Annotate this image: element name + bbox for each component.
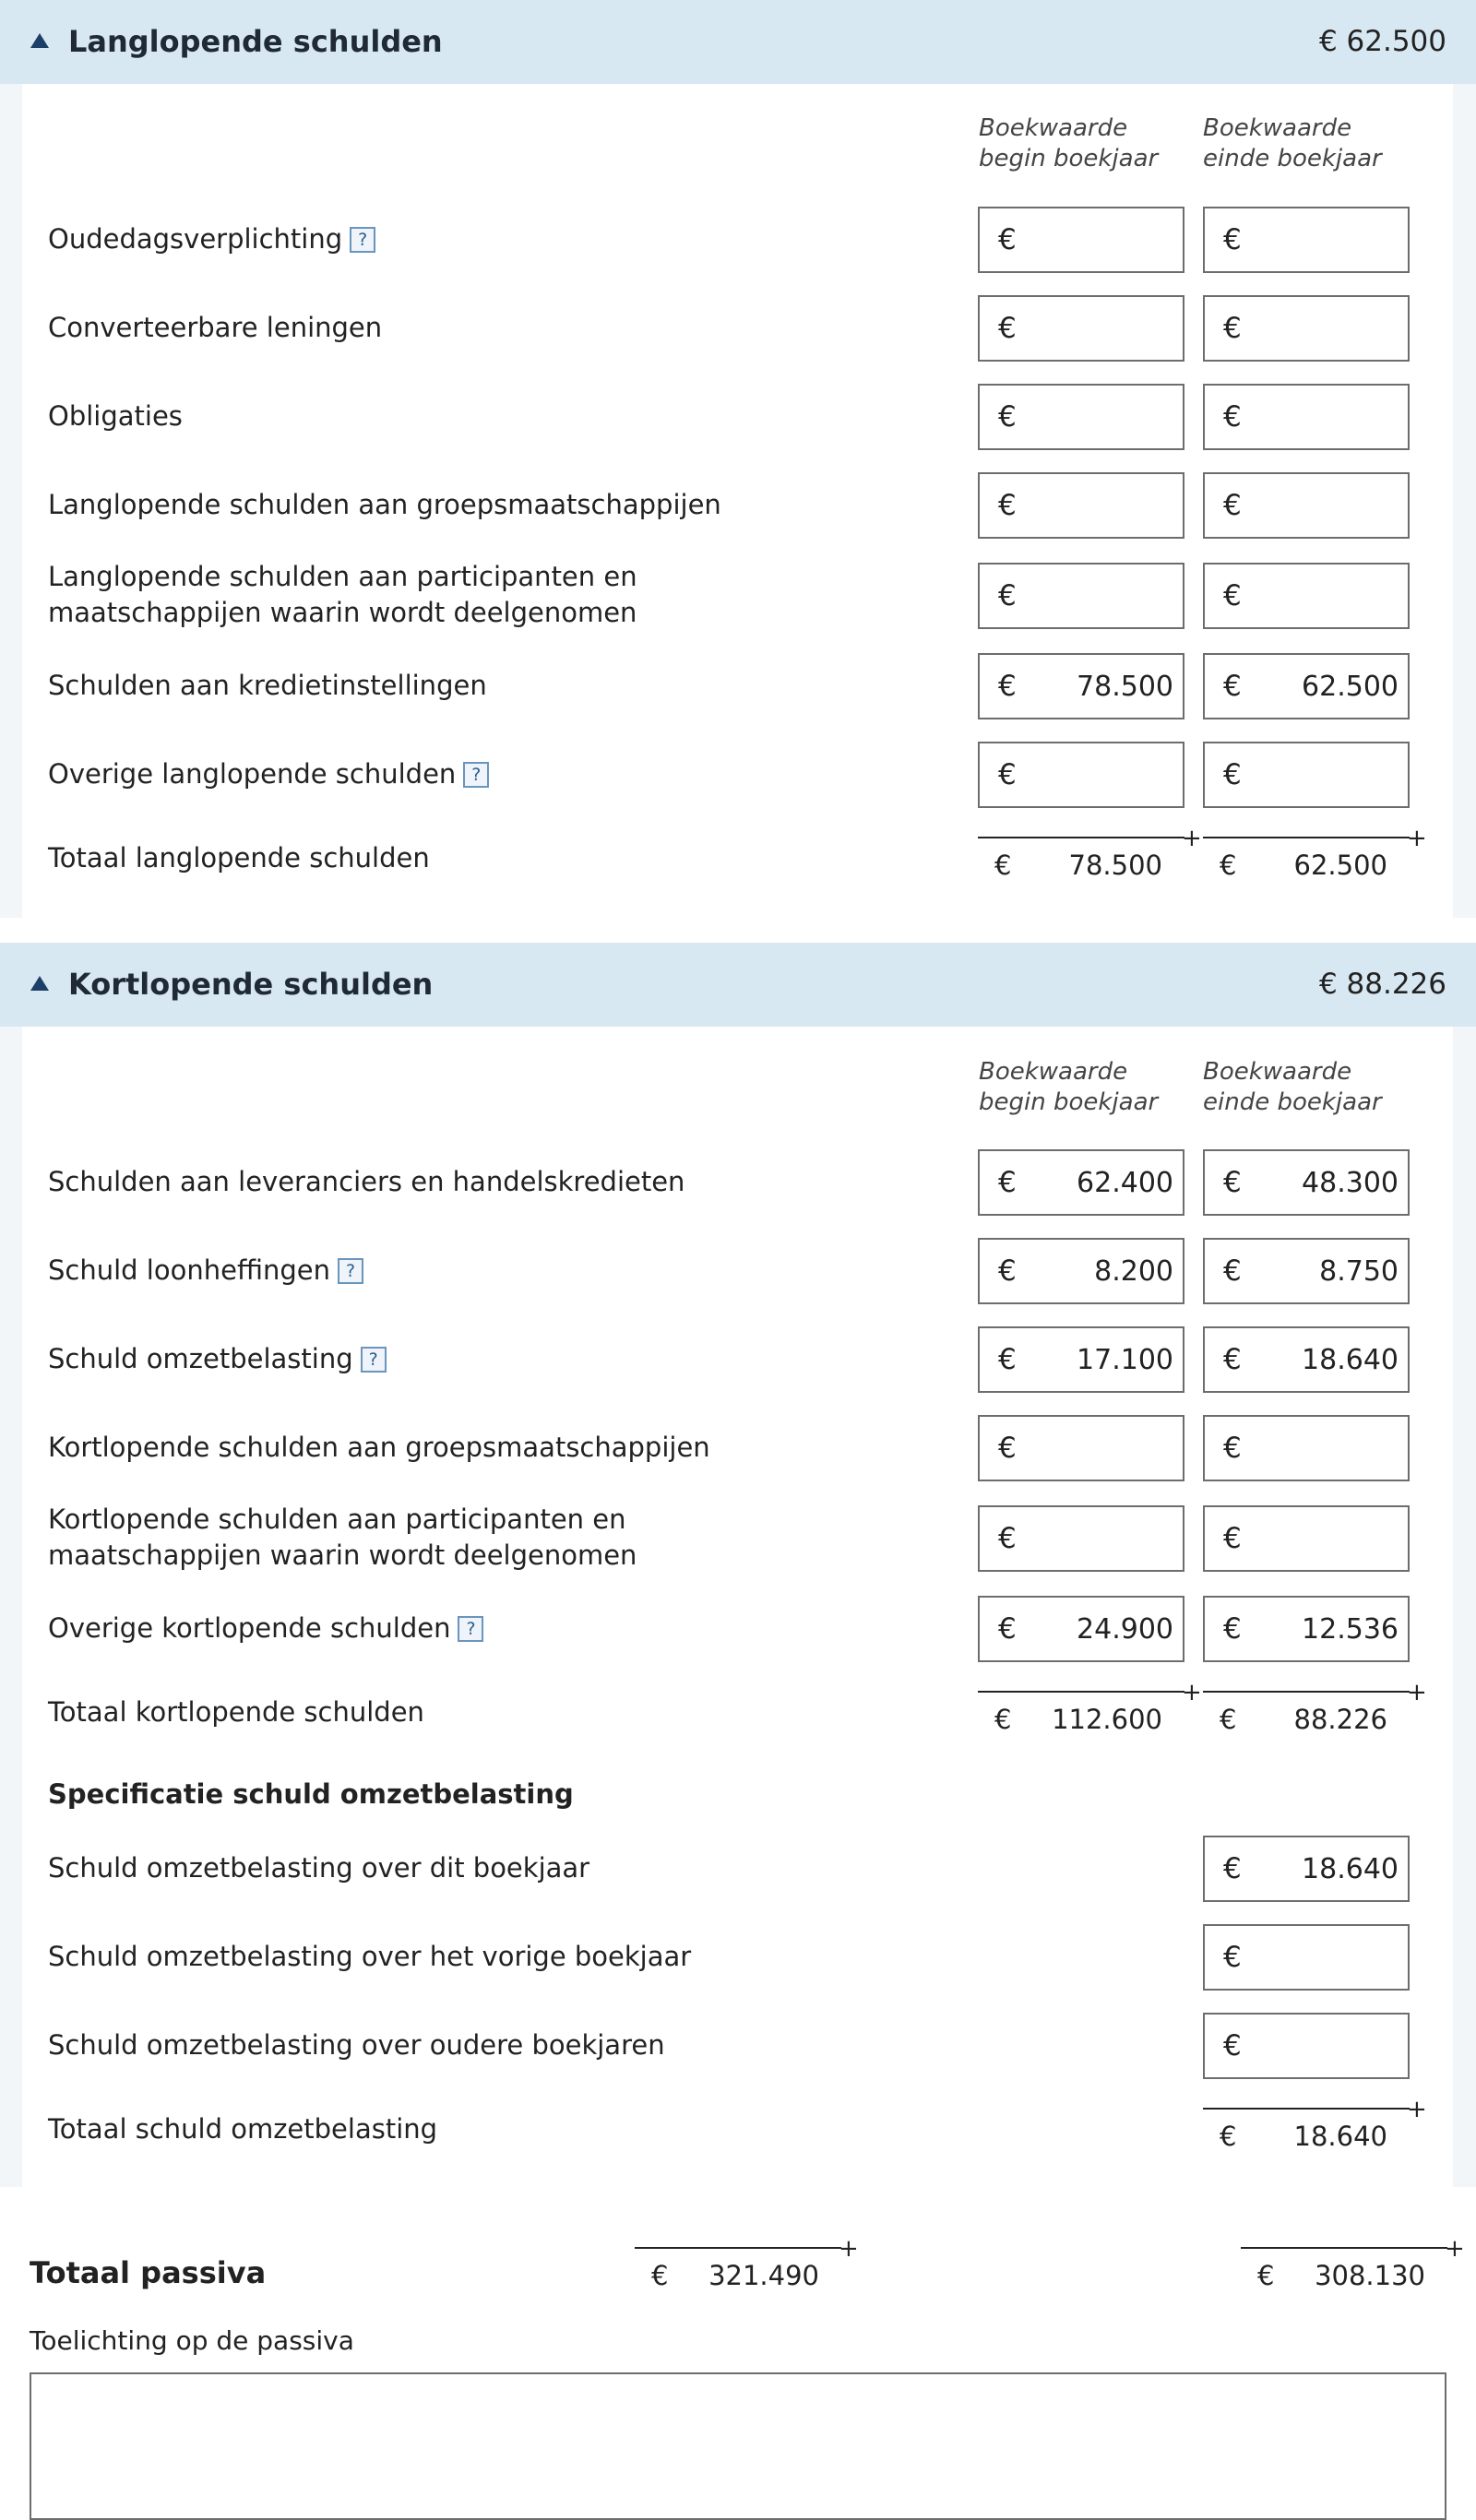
begin-input[interactable] — [1031, 660, 1173, 712]
end-field[interactable]: € — [1203, 1415, 1410, 1481]
end-input[interactable] — [1256, 1603, 1399, 1655]
passiva-end-value: 308.130 — [1315, 2260, 1425, 2291]
end-field[interactable]: € — [1203, 472, 1410, 539]
plus-sign: + — [1407, 825, 1427, 852]
plus-sign: + — [1182, 825, 1202, 852]
row-label-omzet-vorige-boekjaar: Schuld omzetbelasting over het vorige boekjaar — [48, 1941, 692, 1972]
sum-line — [1203, 2108, 1410, 2110]
begin-field[interactable]: € 78.500 — [978, 653, 1184, 719]
plus-sign: + — [1407, 1679, 1427, 1706]
end-input[interactable] — [1256, 303, 1399, 354]
section-title: Kortlopende schulden — [68, 967, 434, 1002]
begin-field[interactable]: € — [978, 207, 1184, 273]
end-input[interactable] — [1256, 214, 1399, 266]
row-label-omzetbelasting: Schuld omzetbelasting ? — [48, 1341, 387, 1377]
begin-input[interactable] — [1031, 1334, 1173, 1385]
column-header-end: Boekwaarde einde boekjaar — [1203, 114, 1382, 172]
end-input[interactable] — [1256, 570, 1399, 622]
begin-field[interactable]: € 8.200 — [978, 1238, 1184, 1304]
total-begin-value: 112.600 — [1052, 1704, 1162, 1735]
section-title: Langlopende schulden — [68, 24, 443, 59]
total-currency: € — [1257, 2260, 1275, 2291]
row-label-converteerbare-leningen: Converteerbare leningen — [48, 312, 383, 343]
toelichting-label: Toelichting op de passiva — [30, 2325, 354, 2356]
toelichting-textarea[interactable] — [30, 2372, 1446, 2520]
begin-input[interactable] — [1031, 480, 1173, 531]
end-field[interactable]: € — [1203, 1505, 1410, 1572]
end-input[interactable] — [1256, 391, 1399, 443]
end-field[interactable]: € — [1203, 2013, 1410, 2079]
begin-input[interactable] — [1031, 1513, 1173, 1564]
totaal-passiva-label: Totaal passiva — [30, 2255, 267, 2290]
end-field[interactable]: € 12.536 — [1203, 1596, 1410, 1662]
begin-field[interactable]: € 17.100 — [978, 1326, 1184, 1393]
help-icon[interactable]: ? — [458, 1616, 483, 1642]
help-icon[interactable]: ? — [463, 762, 489, 788]
help-icon[interactable]: ? — [361, 1347, 387, 1373]
section-header-langlopende-schulden[interactable] — [0, 0, 1476, 84]
column-header-begin: Boekwaarde begin boekjaar — [979, 1058, 1159, 1116]
column-header-end: Boekwaarde einde boekjaar — [1203, 1058, 1382, 1116]
passiva-begin-value: 321.490 — [708, 2260, 819, 2291]
section-header-kortlopende-schulden[interactable] — [0, 943, 1476, 1027]
plus-sign: + — [1182, 1679, 1202, 1706]
total-end-value: 88.226 — [1293, 1704, 1387, 1735]
row-label-oudedagsverplichting: Oudedagsverplichting ? — [48, 221, 375, 257]
begin-input[interactable] — [1031, 749, 1173, 801]
end-field[interactable]: € — [1203, 1924, 1410, 1991]
row-label-omzet-dit-boekjaar: Schuld omzetbelasting over dit boekjaar — [48, 1852, 590, 1884]
end-field[interactable]: € 62.500 — [1203, 653, 1410, 719]
end-field[interactable]: € 18.640 — [1203, 1326, 1410, 1393]
column-header-begin: Boekwaarde begin boekjaar — [979, 114, 1159, 172]
row-label-leveranciers: Schulden aan leveranciers en handelskredieten — [48, 1166, 685, 1197]
row-label-participanten: Langlopende schulden aan participanten en maatschappijen waarin wordt deelgenomen — [48, 561, 637, 628]
end-input[interactable] — [1256, 480, 1399, 531]
begin-field[interactable]: € — [978, 295, 1184, 362]
total-currency: € — [994, 1704, 1012, 1735]
collapse-triangle-icon[interactable] — [30, 976, 49, 991]
row-label-omzet-oudere-boekjaren: Schuld omzetbelasting over oudere boekjaren — [48, 2029, 665, 2061]
row-label-kredietinstellingen: Schulden aan kredietinstellingen — [48, 670, 487, 701]
row-label-kort-participanten: Kortlopende schulden aan participanten en maatschappijen waarin wordt deelgenomen — [48, 1504, 637, 1571]
begin-field[interactable]: € — [978, 742, 1184, 808]
end-input[interactable] — [1256, 1422, 1399, 1474]
total-begin-value: 78.500 — [1068, 850, 1162, 881]
total-currency: € — [651, 2260, 669, 2291]
begin-input[interactable] — [1031, 391, 1173, 443]
row-label-kort-groepsmaatschappijen: Kortlopende schulden aan groepsmaatschappijen — [48, 1432, 710, 1463]
plus-sign: + — [1445, 2235, 1465, 2263]
sum-line — [978, 837, 1184, 838]
sum-line — [1241, 2247, 1447, 2249]
end-field[interactable]: € 48.300 — [1203, 1149, 1410, 1216]
total-end-value: 62.500 — [1293, 850, 1387, 881]
end-field[interactable]: € — [1203, 207, 1410, 273]
begin-field[interactable]: € — [978, 1415, 1184, 1481]
end-input[interactable] — [1256, 1334, 1399, 1385]
begin-field[interactable]: € 62.400 — [978, 1149, 1184, 1216]
plus-sign: + — [839, 2235, 859, 2263]
begin-input[interactable] — [1031, 303, 1173, 354]
row-label-overige-langlopende: Overige langlopende schulden ? — [48, 756, 489, 792]
end-input[interactable] — [1256, 749, 1399, 801]
end-input[interactable] — [1256, 1513, 1399, 1564]
begin-field[interactable]: € — [978, 384, 1184, 450]
total-currency: € — [994, 850, 1012, 881]
sum-line — [978, 1691, 1184, 1693]
end-field[interactable]: € — [1203, 563, 1410, 629]
total-currency: € — [1220, 850, 1237, 881]
total-end-value: 18.640 — [1293, 2121, 1387, 2152]
end-field[interactable]: € — [1203, 742, 1410, 808]
collapse-triangle-icon[interactable] — [30, 33, 49, 48]
begin-input[interactable] — [1031, 214, 1173, 266]
begin-input[interactable] — [1031, 1157, 1173, 1208]
specification-title: Specificatie schuld omzetbelasting — [48, 1778, 574, 1810]
help-icon[interactable]: ? — [350, 227, 375, 253]
begin-field[interactable]: € — [978, 472, 1184, 539]
total-label: Totaal kortlopende schulden — [48, 1696, 424, 1728]
end-input[interactable] — [1256, 1843, 1399, 1895]
begin-input[interactable] — [1031, 1245, 1173, 1297]
section-amount: € 88.226 — [1318, 968, 1446, 1001]
begin-field[interactable]: € 24.900 — [978, 1596, 1184, 1662]
sum-line — [1203, 837, 1410, 838]
end-input[interactable] — [1256, 1157, 1399, 1208]
begin-field[interactable]: € — [978, 563, 1184, 629]
total-label: Totaal schuld omzetbelasting — [48, 2113, 438, 2145]
end-field[interactable]: € — [1203, 384, 1410, 450]
sum-line — [635, 2247, 841, 2249]
begin-input[interactable] — [1031, 1422, 1173, 1474]
begin-field[interactable]: € — [978, 1505, 1184, 1572]
end-field[interactable]: € 18.640 — [1203, 1836, 1410, 1902]
end-input[interactable] — [1256, 1245, 1399, 1297]
total-label: Totaal langlopende schulden — [48, 842, 430, 874]
sum-line — [1203, 1691, 1410, 1693]
end-field[interactable]: € — [1203, 295, 1410, 362]
section-amount: € 62.500 — [1318, 25, 1446, 58]
help-icon[interactable]: ? — [338, 1258, 363, 1284]
end-input[interactable] — [1256, 660, 1399, 712]
row-label-groepsmaatschappijen: Langlopende schulden aan groepsmaatschappijen — [48, 489, 721, 520]
row-label-overige-kortlopende: Overige kortlopende schulden ? — [48, 1611, 483, 1646]
row-label-obligaties: Obligaties — [48, 400, 183, 432]
end-input[interactable] — [1256, 2020, 1399, 2072]
begin-input[interactable] — [1031, 570, 1173, 622]
total-currency: € — [1220, 2121, 1237, 2152]
end-field[interactable]: € 8.750 — [1203, 1238, 1410, 1304]
row-label-loonheffingen: Schuld loonheffingen ? — [48, 1253, 363, 1289]
end-input[interactable] — [1256, 1932, 1399, 1983]
plus-sign: + — [1407, 2096, 1427, 2123]
begin-input[interactable] — [1031, 1603, 1173, 1655]
total-currency: € — [1220, 1704, 1237, 1735]
